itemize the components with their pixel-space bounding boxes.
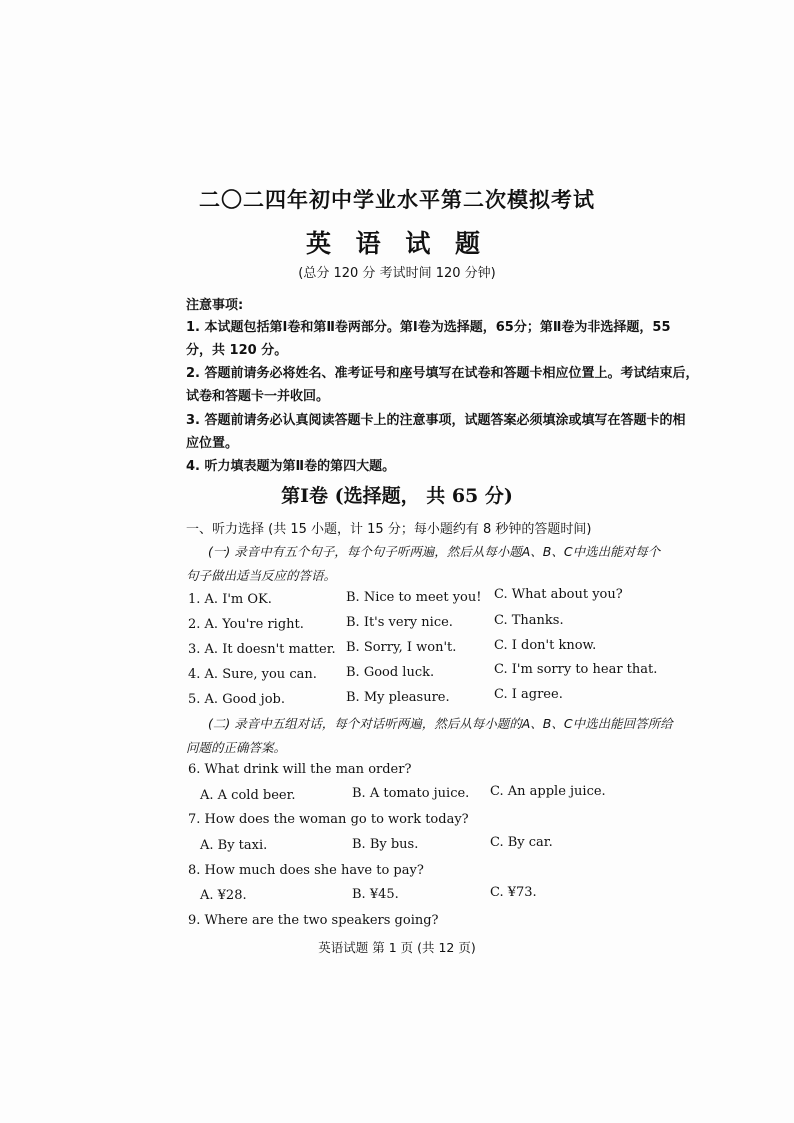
q6-stem: 6. What drink will the man order? bbox=[188, 762, 412, 777]
q1-option-b: B. Nice to meet you! bbox=[346, 590, 482, 605]
q5-option-c: C. I agree. bbox=[494, 687, 563, 702]
notes-heading: 注意事项: bbox=[186, 298, 244, 313]
notes-line: 2. 答题前请务必将姓名、准考证号和座号填写在试卷和答题卡相应位置上。考试结束后， bbox=[186, 366, 699, 381]
q4-option-c: C. I'm sorry to hear that. bbox=[494, 662, 658, 677]
q6-option-b: B. A tomato juice. bbox=[352, 786, 470, 801]
notes-line: 分，共 120 分。 bbox=[186, 343, 288, 358]
q5-option-a: 5. A. Good job. bbox=[188, 692, 285, 707]
notes-line: 4. 听力填表题为第Ⅱ卷的第四大题。 bbox=[186, 459, 396, 474]
sub2-instruction: (二) 录音中五组对话，每个对话听两遍，然后从每小题的A、B、C中选出能回答所给 bbox=[208, 716, 673, 731]
exam-info: (总分 120 分 考试时间 120 分钟) bbox=[298, 266, 496, 281]
q8-option-b: B. ¥45. bbox=[352, 887, 399, 902]
sub2-instruction: 问题的正确答案。 bbox=[186, 740, 287, 755]
exam-title: 二〇二四年初中学业水平第二次模拟考试 bbox=[199, 188, 595, 212]
q8-option-c: C. ¥73. bbox=[490, 885, 537, 900]
q7-option-a: A. By taxi. bbox=[200, 838, 268, 853]
q6-option-a: A. A cold beer. bbox=[200, 788, 296, 803]
q8-option-a: A. ¥28. bbox=[200, 888, 247, 903]
q4-option-a: 4. A. Sure, you can. bbox=[188, 667, 317, 682]
q8-stem: 8. How much does she have to pay? bbox=[188, 863, 424, 878]
q3-option-b: B. Sorry, I won't. bbox=[346, 640, 457, 655]
sub1-instruction: (一) 录音中有五个句子，每个句子听两遍，然后从每小题A、B、C中选出能对每个 bbox=[208, 544, 661, 559]
notes-line: 应位置。 bbox=[186, 436, 239, 451]
q7-stem: 7. How does the woman go to work today? bbox=[188, 812, 469, 827]
q1-option-a: 1. A. I'm OK. bbox=[188, 592, 272, 607]
q3-option-c: C. I don't know. bbox=[494, 638, 597, 653]
q2-option-c: C. Thanks. bbox=[494, 613, 564, 628]
q2-option-b: B. It's very nice. bbox=[346, 615, 453, 630]
sub1-instruction: 句子做出适当反应的答语。 bbox=[186, 568, 337, 583]
q3-option-a: 3. A. It doesn't matter. bbox=[188, 642, 336, 657]
part1-title: 第Ⅰ卷 (选择题， 共 65 分) bbox=[281, 485, 513, 507]
q5-option-b: B. My pleasure. bbox=[346, 690, 450, 705]
q7-option-c: C. By car. bbox=[490, 835, 553, 850]
q9-stem: 9. Where are the two speakers going? bbox=[188, 913, 439, 928]
page-footer: 英语试题 第 1 页 (共 12 页) bbox=[318, 940, 476, 955]
q2-option-a: 2. A. You're right. bbox=[188, 617, 304, 632]
q4-option-b: B. Good luck. bbox=[346, 665, 435, 680]
notes-line: 1. 本试题包括第Ⅰ卷和第Ⅱ卷两部分。第Ⅰ卷为选择题，65分；第Ⅱ卷为非选择题，55 bbox=[186, 320, 671, 335]
notes-line: 3. 答题前请务必认真阅读答题卡上的注意事项，试题答案必须填涂或填写在答题卡的相 bbox=[186, 413, 686, 428]
q7-option-b: B. By bus. bbox=[352, 837, 419, 852]
subject-title: 英 语 试 题 bbox=[305, 229, 489, 258]
notes-line: 试卷和答题卡一并收回。 bbox=[186, 389, 330, 404]
q1-option-c: C. What about you? bbox=[494, 587, 623, 602]
q6-option-c: C. An apple juice. bbox=[490, 784, 606, 799]
section1-heading: 一、听力选择 (共 15 小题，计 15 分；每小题约有 8 秒钟的答题时间) bbox=[186, 522, 592, 537]
